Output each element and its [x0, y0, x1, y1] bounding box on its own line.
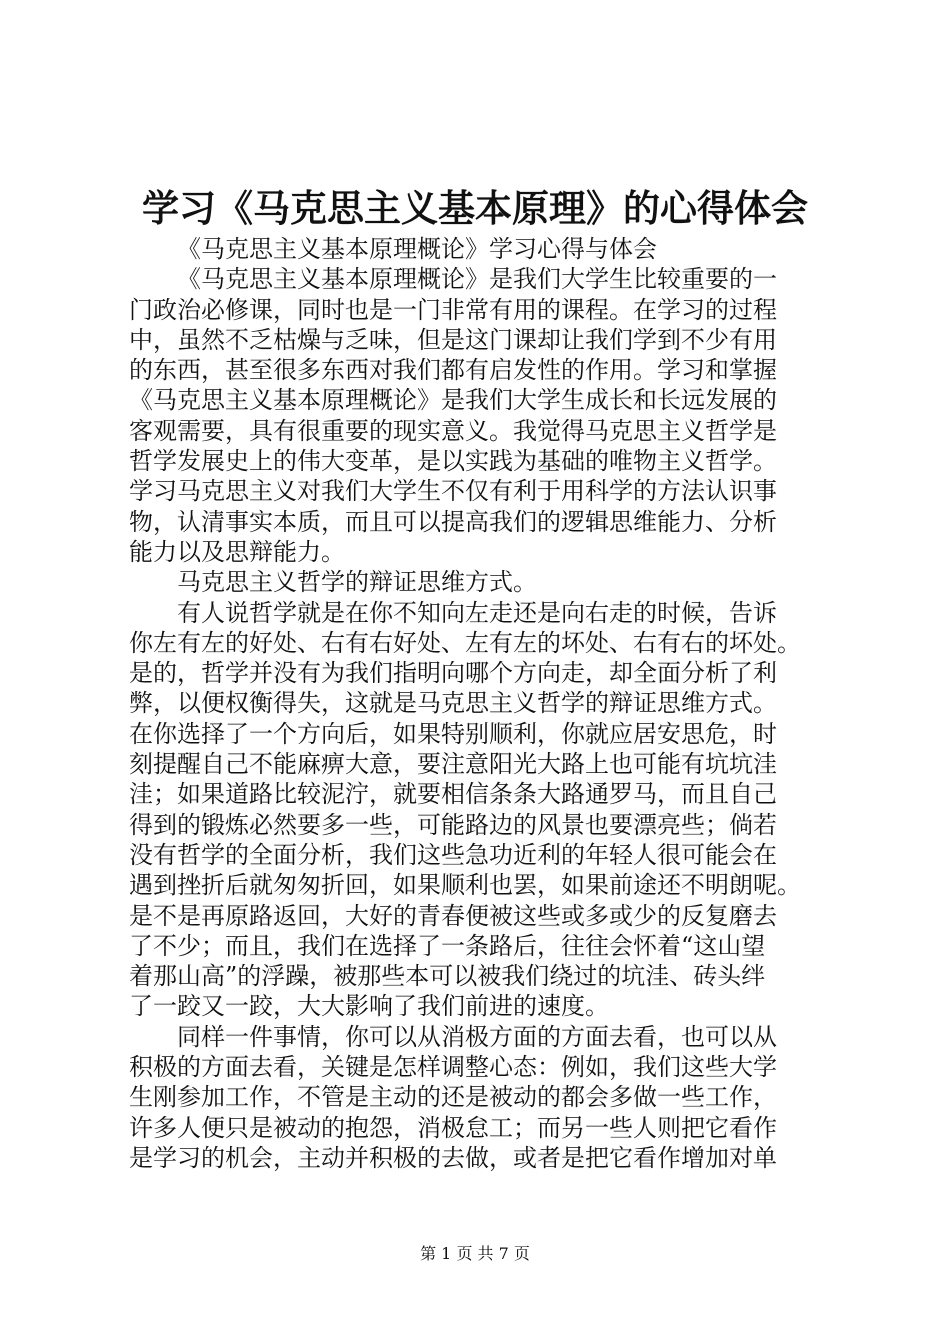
- text-line: 《马克思主义基本原理概论》是我们大学生成长和长远发展的: [129, 386, 777, 415]
- text-line: 积极的方面去看，关键是怎样调整心态：例如，我们这些大学: [129, 1053, 777, 1082]
- paragraph: [129, 598, 834, 1022]
- page-footer: 第 1 页 共 7 页: [420, 1244, 530, 1263]
- text-line: 能力以及思辩能力。: [129, 537, 345, 566]
- text-line: 马克思主义哲学的辩证思维方式。: [177, 568, 537, 597]
- text-line: 《马克思主义基本原理概论》学习心得与体会: [177, 235, 657, 263]
- text-line: 许多人便只是被动的抱怨，消极怠工；而另一些人则把它看作: [129, 1113, 777, 1142]
- paragraph: [129, 234, 834, 264]
- document-body: [129, 234, 834, 1173]
- text-line: 弊，以便权衡得失，这就是马克思主义哲学的辩证思维方式。: [129, 689, 777, 718]
- paragraph: [129, 264, 834, 567]
- text-line: 门政治必修课，同时也是一门非常有用的课程。在学习的过程: [129, 295, 777, 324]
- text-line: 中，虽然不乏枯燥与乏味，但是这门课却让我们学到不少有用: [129, 325, 777, 354]
- text-line: 《马克思主义基本原理概论》是我们大学生比较重要的一: [177, 265, 777, 294]
- text-line: 哲学发展史上的伟大变革，是以实践为基础的唯物主义哲学。: [129, 447, 777, 476]
- text-line: 遇到挫折后就匆匆折回，如果顺利也罢，如果前途还不明朗呢。: [129, 871, 801, 900]
- text-line: 刻提醒自己不能麻痹大意，要注意阳光大路上也可能有坑坑洼: [129, 750, 777, 779]
- text-line: 物，认清事实本质，而且可以提高我们的逻辑思维能力、分析: [129, 507, 777, 536]
- text-line: 是的，哲学并没有为我们指明向哪个方向走，却全面分析了利: [129, 659, 777, 688]
- text-line: 得到的锻炼必然要多一些，可能路边的风景也要漂亮些；倘若: [129, 810, 777, 839]
- text-line: 洼；如果道路比较泥泞，就要相信条条大路通罗马，而且自己: [129, 780, 777, 809]
- paragraph: [129, 1022, 834, 1173]
- text-line: 了一跤又一跤，大大影响了我们前进的速度。: [129, 992, 609, 1021]
- text-line: 生刚参加工作，不管是主动的还是被动的都会多做一些工作，: [129, 1083, 777, 1112]
- text-line: 学习马克思主义对我们大学生不仅有利于用科学的方法认识事: [129, 477, 777, 506]
- text-line: 有人说哲学就是在你不知向左走还是向右走的时候，告诉: [177, 598, 777, 627]
- text-line: 是学习的机会，主动并积极的去做，或者是把它看作增加对单: [129, 1143, 777, 1172]
- text-line: 是不是再原路返回，大好的青春便被这些或多或少的反复磨去: [129, 901, 777, 930]
- paragraph: [129, 567, 834, 597]
- text-line: 的东西，甚至很多东西对我们都有启发性的作用。学习和掌握: [129, 356, 777, 385]
- text-line: 同样一件事情，你可以从消极方面的方面去看，也可以从: [177, 1022, 777, 1051]
- document-title: 学习《马克思主义基本原理》的心得体会: [142, 186, 808, 230]
- text-line: 客观需要，具有很重要的现实意义。我觉得马克思主义哲学是: [129, 416, 777, 445]
- text-line: 没有哲学的全面分析，我们这些急功近利的年轻人很可能会在: [129, 840, 777, 869]
- text-line: 在你选择了一个方向后，如果特别顺利，你就应居安思危，时: [129, 719, 777, 748]
- text-line: 了不少；而且，我们在选择了一条路后，往往会怀着“这山望: [129, 931, 766, 960]
- text-line: 你左有左的好处、右有右好处、左有左的坏处、右有右的坏处。: [129, 628, 801, 657]
- text-line: 着那山高”的浮躁，被那些本可以被我们绕过的坑洼、砖头绊: [129, 962, 766, 991]
